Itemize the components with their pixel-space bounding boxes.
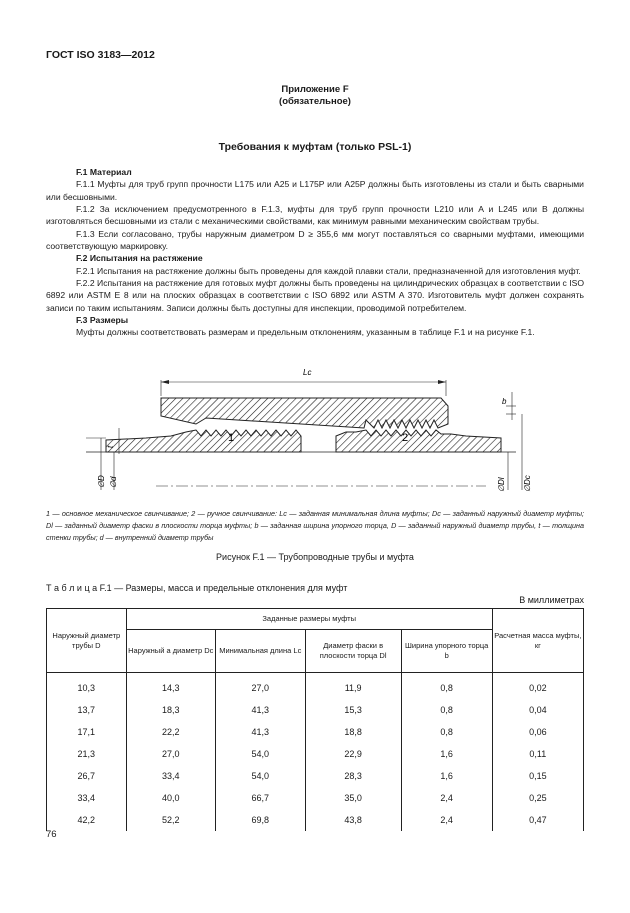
- paragraph: F.2.1 Испытания на растяжение должны быть проведены для каждой плавки стали, предназначенной для изготовления муфт.: [76, 265, 581, 276]
- table-cell: 41,3: [215, 721, 305, 743]
- pipe-1-section: [106, 430, 301, 452]
- table-cell: 0,11: [492, 743, 583, 765]
- table-caption: Т а б л и ц а F.1 — Размеры, масса и предельные отклонения для муфт: [46, 583, 348, 593]
- appendix-subtitle: (обязательное): [279, 96, 351, 107]
- page-number: 76: [46, 829, 57, 840]
- table-cell: 41,3: [215, 699, 305, 721]
- figure-legend: 1 — основное механическое свинчивание; 2 — ручное свинчивание: Lc — заданная минимальная длина муфты; Dc — заданный наружный диаметр муфты; Dl — заданный диаметр фаски в плоскости торца муфты; b — заданная ширина упорного торца, D — заданный наружный диаметр трубы, t — толщина стенки трубы; d — внутренний диаметр трубы: [46, 509, 584, 542]
- table-cell: 0,02: [492, 673, 583, 700]
- table-cell: 0,8: [401, 699, 492, 721]
- label-t: t: [106, 445, 115, 448]
- table-cell: 42,2: [47, 809, 127, 831]
- appendix-title: Приложение F: [281, 84, 349, 95]
- figure-pipe-coupling: [46, 358, 584, 506]
- table-cell: 66,7: [215, 787, 305, 809]
- paragraph: F.2.2 Испытания на растяжение для готовых муфт должны быть проведены на цилиндрических образцах в соответствии с ISO 6892 или ASTM E 8 или на плоских образцах в соответствии с ISO 6892 или ASTM A 370. Изготовитель муфт должен сохранять записи по таким испытаниям. Записи должны быть доступны для инспекции, проводимой потребителем.: [46, 278, 584, 313]
- table-row: [47, 721, 584, 743]
- label-dl: ∅Dl: [497, 477, 506, 492]
- table-cell: 33,4: [47, 787, 127, 809]
- paragraph: F.1.2 За исключением предусмотренного в F.1.3, муфты для труб групп прочности L210 или A и L245 или B должны изготовляться бесшовными из стали с механическими свойствами, как минимум равными механическим свойствам трубы.: [46, 204, 584, 227]
- table-cell: 22,2: [126, 721, 215, 743]
- th-dc: Наружный a диаметр Dc: [126, 630, 215, 673]
- section-heading: F.3 Размеры: [76, 315, 129, 326]
- table-cell: 52,2: [126, 809, 215, 831]
- table-cell: 0,06: [492, 721, 583, 743]
- table-units: В миллиметрах: [519, 595, 584, 605]
- table-cell: 69,8: [215, 809, 305, 831]
- table-cell: 27,0: [126, 743, 215, 765]
- label-1: 1: [228, 432, 235, 444]
- table-cell: 1,6: [401, 743, 492, 765]
- table-cell: 22,9: [305, 743, 401, 765]
- table-cell: 10,3: [47, 673, 127, 700]
- document-header: ГОСТ ISO 3183—2012: [46, 49, 155, 61]
- table-row: [47, 787, 584, 809]
- paragraph: F.1.1 Муфты для труб групп прочности L175 или A25 и L175P или A25P должны быть изготовлены из стали и быть сварными или бесшовными.: [46, 179, 584, 202]
- table-cell: 18,8: [305, 721, 401, 743]
- label-lc: Lc: [303, 368, 312, 377]
- label-2: 2: [402, 432, 409, 444]
- body-text: [46, 166, 584, 339]
- coupling-section: [161, 398, 448, 428]
- table-cell: 26,7: [47, 765, 127, 787]
- table-row: [47, 673, 584, 700]
- table-cell: 2,4: [401, 809, 492, 831]
- table-row: [47, 743, 584, 765]
- table-row: [47, 765, 584, 787]
- table-cell: 54,0: [215, 743, 305, 765]
- paragraph: F.1.3 Если согласовано, трубы наружным диаметром D ≥ 355,6 мм могут поставляться со сварными муфтами, имеющими соответствующую маркировку.: [46, 228, 584, 252]
- table-cell: 28,3: [305, 765, 401, 787]
- table-row: [47, 699, 584, 721]
- table-cell: 17,1: [47, 721, 127, 743]
- table-cell: 0,8: [401, 673, 492, 700]
- figure-caption: Рисунок F.1 — Трубопроводные трубы и муфта: [216, 552, 414, 562]
- th-b: Ширина упорного торца b: [401, 630, 492, 673]
- table-cell: 18,3: [126, 699, 215, 721]
- table-cell: 11,9: [305, 673, 401, 700]
- section-heading: F.2 Испытания на растяжение: [76, 253, 203, 264]
- label-d-outer: ∅D: [97, 475, 106, 488]
- section-heading: F.1 Материал: [76, 167, 132, 177]
- label-dc: ∅Dc: [523, 475, 532, 492]
- th-outer-d: Наружный диаметр трубы D: [47, 609, 127, 673]
- table-cell: 54,0: [215, 765, 305, 787]
- label-d-inner: ∅d: [109, 476, 118, 488]
- th-lc: Минимальная длина Lc: [215, 630, 305, 673]
- paragraph: Муфты должны соответствовать размерам и предельным отклонениям, указанным в таблице F.1 и на рисунке F.1.: [76, 327, 535, 338]
- table-cell: 35,0: [305, 787, 401, 809]
- pipe-2-section: [336, 430, 501, 452]
- label-b: b: [502, 397, 507, 406]
- table-cell: 21,3: [47, 743, 127, 765]
- table-cell: 2,4: [401, 787, 492, 809]
- th-dl: Диаметр фаски в плоскости торца Dl: [305, 630, 401, 673]
- table-cell: 40,0: [126, 787, 215, 809]
- table-cell: 14,3: [126, 673, 215, 700]
- table-cell: 13,7: [47, 699, 127, 721]
- table-cell: 1,6: [401, 765, 492, 787]
- th-group: Заданные размеры муфты: [126, 609, 492, 630]
- table-cell: 0,04: [492, 699, 583, 721]
- table-cell: 0,47: [492, 809, 583, 831]
- table-cell: 0,8: [401, 721, 492, 743]
- table-cell: 0,25: [492, 787, 583, 809]
- table-cell: 15,3: [305, 699, 401, 721]
- th-mass: Расчетная масса муфты, кг: [492, 609, 583, 673]
- table-cell: 0,15: [492, 765, 583, 787]
- table-cell: 27,0: [215, 673, 305, 700]
- table-cell: 43,8: [305, 809, 401, 831]
- section-title: Требования к муфтам (только PSL-1): [218, 141, 412, 153]
- dimensions-table: [46, 608, 584, 831]
- table-row: [47, 809, 584, 831]
- table-cell: 33,4: [126, 765, 215, 787]
